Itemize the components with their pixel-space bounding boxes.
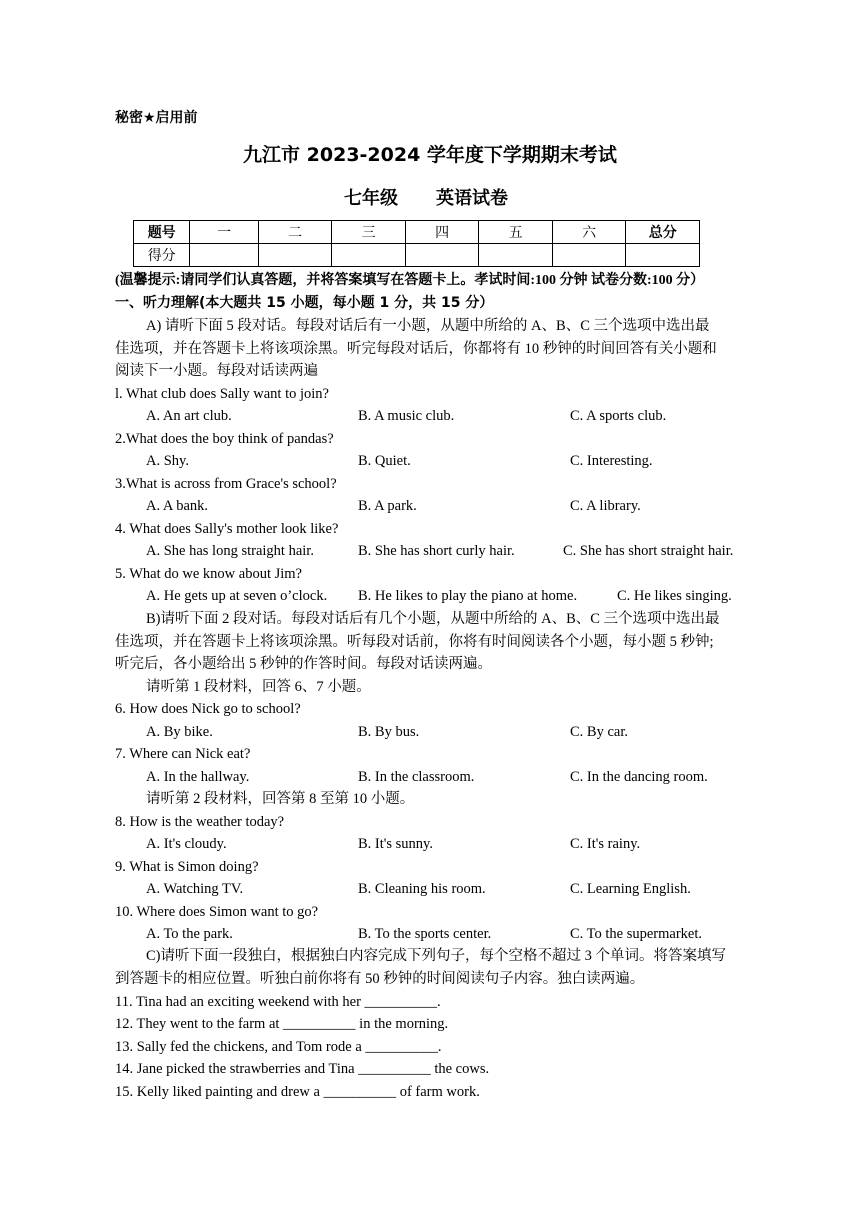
q5-option-b[interactable]: B. He likes to play the piano at home. xyxy=(358,588,578,604)
subtitle-grade: 七年级 xyxy=(344,188,398,209)
fill-blank-11: 11. Tina had an exciting weekend with her __________. xyxy=(115,994,441,1010)
q10-option-a[interactable]: A. To the park. xyxy=(146,926,233,942)
partC-instruction-line2: 到答题卡的相应位置。听独白前你将有 50 秒钟的时间阅读句子内容。独白读两遍。 xyxy=(115,971,645,987)
question-9: 9. What is Simon doing? xyxy=(115,859,259,875)
question-3: 3.What is across from Grace's school? xyxy=(115,476,337,492)
score-entry-3[interactable] xyxy=(332,244,406,267)
q1-option-c[interactable]: C. A sports club. xyxy=(570,408,667,424)
q8-option-c[interactable]: C. It's rainy. xyxy=(570,836,641,852)
q4-option-a[interactable]: A. She has long straight hair. xyxy=(146,543,314,559)
q3-option-c[interactable]: C. A library. xyxy=(570,498,641,514)
partB-instruction-line3: 听完后，各小题给出 5 秒钟的作答时间。每段对话读两遍。 xyxy=(115,656,492,672)
exam-title: 九江市 2023-2024 学年度下学期期末考试 xyxy=(243,144,617,166)
score-entry-4[interactable] xyxy=(405,244,479,267)
score-entry-total[interactable] xyxy=(626,244,700,267)
q1-option-a[interactable]: A. An art club. xyxy=(146,408,232,424)
score-entry-6[interactable] xyxy=(552,244,626,267)
score-entry-1[interactable] xyxy=(190,244,258,267)
section1-heading: 一、听力理解(本大题共 15 小题，每小题 1 分，共 15 分） xyxy=(115,295,494,311)
q7-option-a[interactable]: A. In the hallway. xyxy=(146,769,250,785)
q4-option-c[interactable]: C. She has short straight hair. xyxy=(563,543,734,559)
fill-blank-14: 14. Jane picked the strawberries and Tina __________ the cows. xyxy=(115,1061,490,1077)
question-10: 10. Where does Simon want to go? xyxy=(115,904,319,920)
partB-instruction-line1: B)请听下面 2 段对话。每段对话后有几个小题，从题中所给的 A、B、C 三个选项中选出最 xyxy=(146,611,720,627)
fill-blank-13: 13. Sally fed the chickens, and Tom rode a __________. xyxy=(115,1039,442,1055)
q10-option-c[interactable]: C. To the supermarket. xyxy=(570,926,703,942)
q2-option-c[interactable]: C. Interesting. xyxy=(570,453,653,469)
score-cell-section-2: 二 xyxy=(258,221,332,244)
partA-instruction-line1: A) 请听下面 5 段对话。每段对话后有一小题，从题中所给的 A、B、C 三个选项中选出最 xyxy=(146,318,710,334)
q10-option-b[interactable]: B. To the sports center. xyxy=(358,926,492,942)
fill-blank-12: 12. They went to the farm at __________ in the morning. xyxy=(115,1016,449,1032)
q3-option-b[interactable]: B. A park. xyxy=(358,498,417,514)
score-cell-section-4: 四 xyxy=(405,221,479,244)
q7-option-c[interactable]: C. In the dancing room. xyxy=(570,769,708,785)
score-cell-section-6: 六 xyxy=(552,221,626,244)
q9-option-c[interactable]: C. Learning English. xyxy=(570,881,691,897)
partA-instruction-line2: 佳选项，并在答题卡上将该项涂黑。听完每段对话后，你都将有 10 秒钟的时间回答有关小题和 xyxy=(115,341,717,357)
question-8: 8. How is the weather today? xyxy=(115,814,285,830)
question-4: 4. What does Sally's mother look like? xyxy=(115,521,339,537)
score-row-label: 得分 xyxy=(134,244,190,267)
score-cell-section-3: 三 xyxy=(332,221,406,244)
q2-option-b[interactable]: B. Quiet. xyxy=(358,453,411,469)
q8-option-b[interactable]: B. It's sunny. xyxy=(358,836,433,852)
partB-instruction-line2: 佳选项，并在答题卡上将该项涂黑。听每段对话前，你将有时间阅读各个小题，每小题 5 秒钟; xyxy=(115,634,714,650)
q2-option-a[interactable]: A. Shy. xyxy=(146,453,189,469)
question-2: 2.What does the boy think of pandas? xyxy=(115,431,334,447)
partC-instruction-line1: C)请听下面一段独白，根据独白内容完成下列句子，每个空格不超过 3 个单词。将答案填写 xyxy=(146,948,726,964)
question-1: l. What club does Sally want to join? xyxy=(115,386,329,402)
notice-text: (温馨提示:请同学们认真答题，并将答案填写在答题卡上。孝试时间:100 分钟 试卷分数:100 分） xyxy=(115,273,705,288)
question-5: 5. What do we know about Jim? xyxy=(115,566,302,582)
q1-option-b[interactable]: B. A music club. xyxy=(358,408,455,424)
score-table-score-row xyxy=(134,244,700,267)
score-table xyxy=(133,220,700,267)
q9-option-a[interactable]: A. Watching TV. xyxy=(146,881,244,897)
q6-option-a[interactable]: A. By bike. xyxy=(146,724,213,740)
q6-option-b[interactable]: B. By bus. xyxy=(358,724,420,740)
question-7: 7. Where can Nick eat? xyxy=(115,746,251,762)
q9-option-b[interactable]: B. Cleaning his room. xyxy=(358,881,486,897)
q5-option-c[interactable]: C. He likes singing. xyxy=(617,588,732,604)
confidential-label: 秘密★启用前 xyxy=(115,110,198,126)
question-6: 6. How does Nick go to school? xyxy=(115,701,301,717)
score-cell-label: 题号 xyxy=(134,221,190,244)
score-entry-2[interactable] xyxy=(258,244,332,267)
subtitle-subject: 英语试卷 xyxy=(436,188,508,209)
partB-material2: 请听第 2 段材料，回答第 8 至第 10 小题。 xyxy=(146,791,415,807)
q6-option-c[interactable]: C. By car. xyxy=(570,724,628,740)
q8-option-a[interactable]: A. It's cloudy. xyxy=(146,836,227,852)
q5-option-a[interactable]: A. He gets up at seven o’clock. xyxy=(146,588,328,604)
q7-option-b[interactable]: B. In the classroom. xyxy=(358,769,475,785)
score-cell-section-1: 一 xyxy=(190,221,258,244)
score-table-header-row xyxy=(134,221,700,244)
score-entry-5[interactable] xyxy=(479,244,553,267)
partB-material1: 请听第 1 段材料，回答 6、7 小题。 xyxy=(146,679,371,695)
partA-instruction-line3: 阅读下一小题。每段对话读两遍 xyxy=(115,363,318,379)
score-cell-total: 总分 xyxy=(626,221,700,244)
fill-blank-15: 15. Kelly liked painting and drew a __________ of farm work. xyxy=(115,1084,480,1100)
score-cell-section-5: 五 xyxy=(479,221,553,244)
q4-option-b[interactable]: B. She has short curly hair. xyxy=(358,543,515,559)
q3-option-a[interactable]: A. A bank. xyxy=(146,498,209,514)
